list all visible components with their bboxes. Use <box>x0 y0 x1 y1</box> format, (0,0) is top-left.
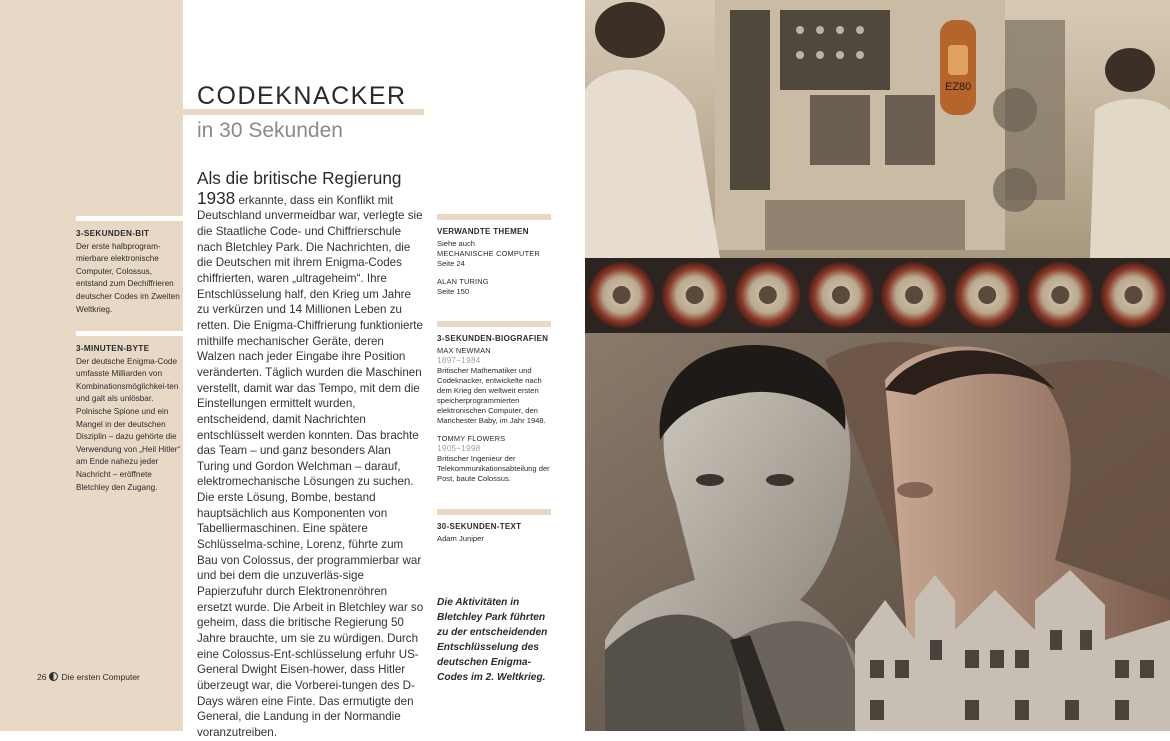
byte-text: Der deutsche Enigma-Code umfasste Milliarden von Kombinationsmöglichkei-ten und galt als unlösbar. Polnische Spione und ein Mangel in der deutschen Disziplin – dazu gehörte die Verwendung von „Heil Hitler“ am Ende nahezu jeder Nachricht – eröffnete Bletchley den Zugang. <box>76 356 181 492</box>
divider <box>437 321 551 327</box>
related-topic: ALAN TURING <box>437 277 489 286</box>
page-title: CODEKNACKER <box>197 82 407 110</box>
three-minute-byte-box <box>76 331 183 494</box>
bit-text: Der erste halbprogram-mierbare elektronische Computer, Colossus, entstand zum Dechiffrieren deutscher Codes im Zweiten Weltkrieg. <box>76 241 180 314</box>
related-page: Seite 150 <box>437 287 470 296</box>
related-topics-box <box>437 214 551 297</box>
bio-text: Britischer Ingenieur der Telekommunikationsabteilung der Post, baute Colossus. <box>437 454 550 483</box>
bios-heading: 3-SEKUNDEN-BIOGRAFIEN <box>437 334 549 343</box>
divider <box>76 331 183 336</box>
body-paragraph: erkannte, dass ein Konflikt mit Deutschland unvermeidbar war, verlegte sie die Staatliche Code- und Chiffrierschule nach Bletchley Park. Die Nachrichten, die die Deutschen mit ihrem Enigma-Codes chiffrierten, waren „ultrageheim“. Ihre Entschlüsselung half, den Krieg um Jahre zu verkürzen und 14 Millionen Leben zu retten. Die Enigma-Chiffrierung funktionierte mithilfe mechanischer Geräte, deren Walzen nach jeder Eingabe ihre Position veränderten. Täglich wurden die Maschinen verstellt, damit war das Tempo, mit dem die Einstellungen ermittelt wurden, entscheidend, damit Nachrichten entschlüsselt werden konnten. Das brachte das Team – und ganz besonders Alan Turing und Gordon Welchman – darauf, elektromechanische Lösungen zu suchen. Die erste Lösung, Bombe, bestand hauptsächlich aus Komponenten von Tabelliermaschinen. Eine spätere Schlüsselma-schine, Lorenz, führte zum Bau von Colossus, der programmierbar war und bei dem die unzuverläs-sige Papierzufuhr durch Elektronenröhren ersetzt wurde. Die Arbeit in Bletchley war so geheim, dass die britische Regierung 50 Jahre brauchte, um sie zu würdigen. Durch eine Colossus-Ent-schlüsselung erfuhr US-General Dwight Eisen-hower, dass Hitler überzeugt war, die Vorberei-tungen des D-Days wären eine Finte. Das ermutigte den General, die Landung in der Normandie voranzutreiben. <box>197 193 424 739</box>
see-also-label: Siehe auch <box>437 239 475 248</box>
tube-label: EZ80 <box>945 81 972 93</box>
bio-name: MAX NEWMAN <box>437 346 491 355</box>
bio-text: Britischer Mathematiker und Codeknacker, entwickelte nach dem Krieg den weltweit ersten speicherprogrammierten elektronischen Computer, den Manchester Baby, im Jahr 1948. <box>437 366 546 425</box>
divider <box>76 216 183 221</box>
rotor-hub <box>978 286 996 304</box>
bit-heading: 3-SEKUNDEN-BIT <box>76 229 150 238</box>
divider <box>437 214 551 220</box>
rotor-hub <box>613 286 631 304</box>
rotor-hub <box>1124 286 1142 304</box>
page-subtitle: in 30 Sekunden <box>197 119 343 142</box>
divider <box>437 509 551 515</box>
page-number: 26 <box>37 672 47 682</box>
main-body-text <box>197 169 425 741</box>
lead-in: Als die britische Regierung 1938 <box>197 168 402 208</box>
image-caption: Die Aktivitäten in Bletchley Park führten zu der entscheidenden Entschlüsselung des deutschen Enigma-Codes im 2. Weltkrieg. <box>437 597 548 683</box>
author-heading: 30-SEKUNDEN-TEXT <box>437 522 522 531</box>
half-circle-icon <box>49 672 58 681</box>
bio-years: 1905–1998 <box>437 444 481 453</box>
chapter-name: Die ersten Computer <box>61 672 140 682</box>
collage-svg <box>585 0 1170 731</box>
rotor-hub <box>1051 286 1069 304</box>
rotor-hub <box>759 286 777 304</box>
author-name: Adam Juniper <box>437 534 484 543</box>
rotor-hub <box>686 286 704 304</box>
rotor-hub <box>832 286 850 304</box>
related-heading: VERWANDTE THEMEN <box>437 227 529 236</box>
bio-years: 1897–1984 <box>437 356 481 365</box>
related-page: Seite 24 <box>437 259 465 268</box>
author-box <box>437 509 551 544</box>
bio-name: TOMMY FLOWERS <box>437 434 506 443</box>
biographies-box <box>437 321 551 484</box>
photo-collage <box>585 0 1170 731</box>
three-second-bit-box <box>76 216 183 316</box>
byte-heading: 3-MINUTEN-BYTE <box>76 344 150 353</box>
rotor-hub <box>905 286 923 304</box>
page-footer <box>37 672 140 682</box>
related-topic: MECHANISCHE COMPUTER <box>437 249 540 258</box>
